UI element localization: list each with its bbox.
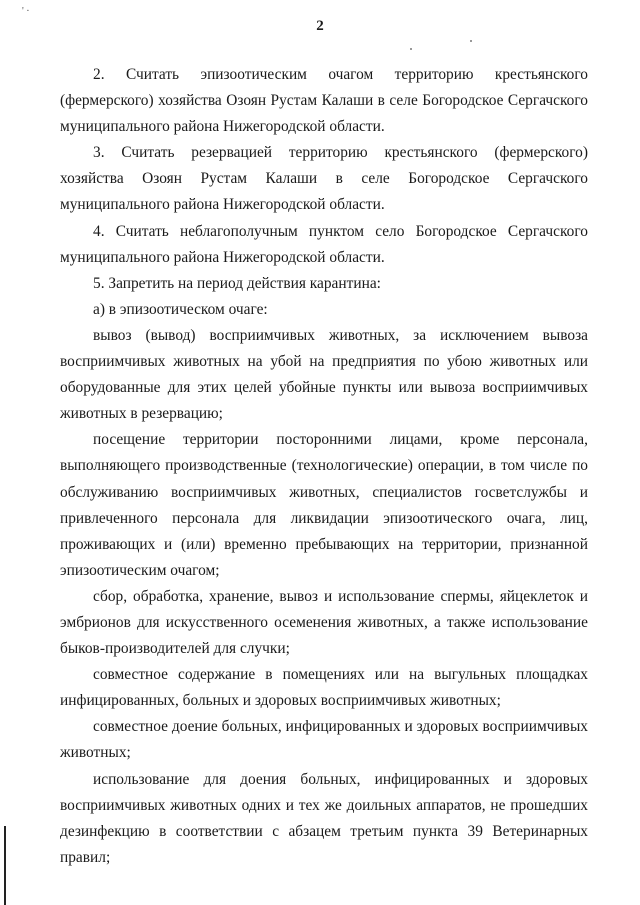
- prohibition-animal-removal: вывоз (вывод) восприимчивых животных, за исключением вывоза восприимчивых животных на убой на предприятия по убою животных или оборудованные для этих целей убойные пункты или вывоза восприимчивых животных в резервацию;: [60, 326, 588, 423]
- paragraph-item-3: 3. Считать резервацией территорию крестьянского (фермерского) хозяйства Озоян Рустам Калаши в селе Богородское Сергачского муниципального района Нижегородской области.: [60, 144, 588, 214]
- paragraph-item-5: 5. Запретить на период действия карантина:: [93, 274, 381, 292]
- subitem-a-heading: а) в эпизоотическом очаге:: [93, 300, 268, 318]
- paragraph-item-4: 4. Считать неблагополучным пунктом село Богородское Сергачского муниципального района Нижегородской области.: [60, 222, 588, 266]
- paragraph-item-2: 2. Считать эпизоотическим очагом территорию крестьянского (фермерского) хозяйства Озоян Рустам Калаши в селе Богородское Сергачского муниципального района Нижегородской области.: [60, 66, 588, 136]
- corner-scan-marks: ' ·: [22, 6, 30, 17]
- scan-speck: [410, 48, 412, 50]
- document-body: [60, 62, 588, 871]
- prohibition-sperm-collection: сбор, обработка, хранение, вывоз и использование спермы, яйцеклеток и эмбрионов для искусственного осеменения животных, а также использование быков-производителей для случки;: [60, 587, 588, 658]
- page-number: 2: [316, 18, 324, 34]
- prohibition-shared-milking-machines: использование для доения больных, инфицированных и здоровых восприимчивых животных одних и тех же доильных аппаратов, не прошедших дезинфекцию в соответствии с абзацем третьим пункта 39 Ветеринарных правил;: [60, 770, 588, 866]
- prohibition-joint-keeping: совместное содержание в помещениях или на выгульных площадках инфицированных, больных и здоровых восприимчивых животных;: [60, 666, 588, 710]
- scan-edge-line: [4, 826, 6, 905]
- prohibition-visiting: посещение территории посторонними лицами, кроме персонала, выполняющего производственные (технологические) операции, в том числе по обслуживанию восприимчивых животных, специалистов госветслужбы и привлеченного персонала для ликвидации эпизоотического очага, лиц, проживающих и (или) временно пребывающих на территории, признанной эпизоотическим очагом;: [60, 431, 588, 579]
- scan-speck: [470, 40, 472, 42]
- prohibition-joint-milking: совместное доение больных, инфицированных и здоровых восприимчивых животных;: [60, 718, 588, 762]
